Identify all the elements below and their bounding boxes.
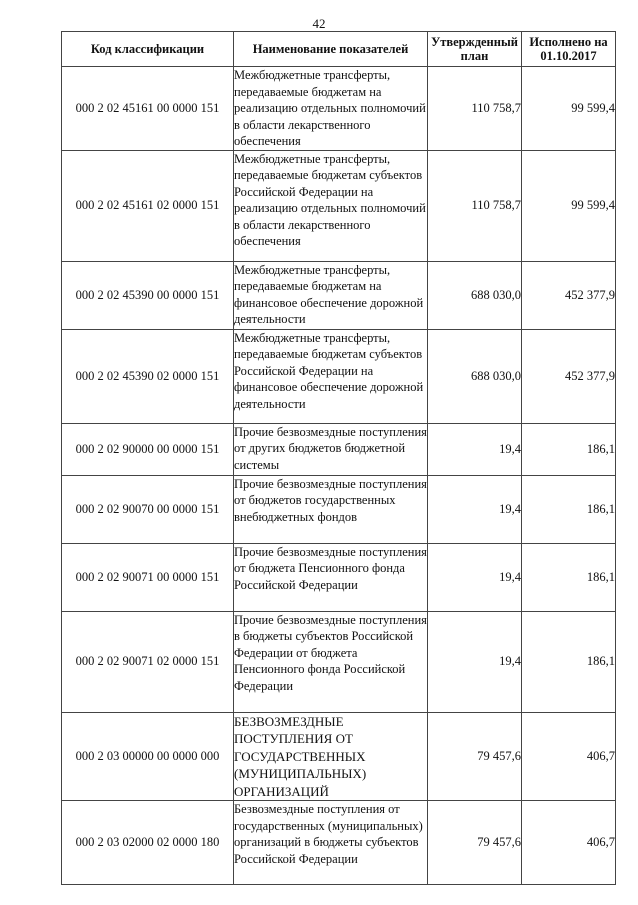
table-row <box>62 475 616 543</box>
cell-plan: 79 457,6 <box>428 712 522 801</box>
cell-name: Прочие безвозмездные поступления от бюджетов государственных внебюджетных фондов <box>234 475 428 543</box>
cell-plan: 688 030,0 <box>428 261 522 329</box>
cell-code: 000 2 02 90071 00 0000 151 <box>62 543 234 611</box>
cell-name: Межбюджетные трансферты, передаваемые бюджетам субъектов Российской Федерации на финансовое обеспечение дорожной деятельности <box>234 329 428 423</box>
cell-done: 452 377,9 <box>522 329 616 423</box>
cell-done: 186,1 <box>522 475 616 543</box>
cell-plan: 688 030,0 <box>428 329 522 423</box>
cell-code: 000 2 02 45390 00 0000 151 <box>62 261 234 329</box>
cell-plan: 110 758,7 <box>428 67 522 151</box>
cell-done: 186,1 <box>522 543 616 611</box>
cell-name: Безвозмездные поступления от государственных (муниципальных) организаций в бюджеты субъектов Российской Федерации <box>234 801 428 885</box>
cell-done: 186,1 <box>522 611 616 712</box>
cell-code: 000 2 02 45161 02 0000 151 <box>62 150 234 261</box>
cell-code: 000 2 02 45390 02 0000 151 <box>62 329 234 423</box>
cell-name: Межбюджетные трансферты, передаваемые бюджетам на реализацию отдельных полномочий в области лекарственного обеспечения <box>234 68 426 148</box>
table-row <box>62 150 616 261</box>
cell-name: Межбюджетные трансферты, передаваемые бюджетам на финансовое обеспечение дорожной деятельности <box>234 261 428 329</box>
cell-plan: 110 758,7 <box>428 150 522 261</box>
cell-code: 000 2 02 90071 02 0000 151 <box>62 611 234 712</box>
header-done-line1: Исполнено на <box>529 35 608 49</box>
page-number: 42 <box>312 16 326 31</box>
cell-code: 000 2 02 45161 00 0000 151 <box>62 67 234 151</box>
cell-done: 406,7 <box>522 801 616 885</box>
cell-plan: 19,4 <box>428 423 522 475</box>
cell-done: 99 599,4 <box>522 150 616 261</box>
table-row <box>62 543 616 611</box>
cell-name: Межбюджетные трансферты, передаваемые бюджетам субъектов Российской Федерации на реализацию отдельных полномочий в области лекарственного обеспечения <box>234 150 428 261</box>
table-row <box>62 261 616 329</box>
cell-name: Прочие безвозмездные поступления в бюджеты субъектов Российской Федерации от бюджета Пенсионного фонда Российской Федерации <box>234 611 428 712</box>
header-done <box>522 32 616 67</box>
table-header-row <box>62 32 616 67</box>
cell-plan: 19,4 <box>428 475 522 543</box>
budget-table <box>61 31 616 885</box>
cell-name: БЕЗВОЗМЕЗДНЫЕ ПОСТУПЛЕНИЯ ОТ ГОСУДАРСТВЕННЫХ (МУНИЦИПАЛЬНЫХ) ОРГАНИЗАЦИЙ <box>234 712 428 801</box>
table-row <box>62 329 616 423</box>
cell-plan: 19,4 <box>428 543 522 611</box>
header-plan: Утвержденный план <box>428 32 522 67</box>
cell-code: 000 2 03 02000 02 0000 180 <box>62 801 234 885</box>
table-row <box>62 712 616 801</box>
table-row <box>62 67 616 151</box>
cell-plan: 19,4 <box>428 611 522 712</box>
cell-code: 000 2 02 90000 00 0000 151 <box>62 423 234 475</box>
header-name: Наименование показателей <box>234 32 428 67</box>
cell-code: 000 2 03 00000 00 0000 000 <box>62 712 234 801</box>
table-row <box>62 801 616 885</box>
cell-done: 406,7 <box>522 712 616 801</box>
header-code: Код классификации <box>62 32 234 67</box>
cell-name: Прочие безвозмездные поступления от других бюджетов бюджетной системы <box>234 423 428 475</box>
table-row <box>62 611 616 712</box>
cell-plan: 79 457,6 <box>428 801 522 885</box>
cell-done: 186,1 <box>522 423 616 475</box>
table-row <box>62 423 616 475</box>
cell-done: 452 377,9 <box>522 261 616 329</box>
cell-code: 000 2 02 90070 00 0000 151 <box>62 475 234 543</box>
cell-name: Прочие безвозмездные поступления от бюджета Пенсионного фонда Российской Федерации <box>234 543 428 611</box>
header-done-line2: 01.10.2017 <box>540 49 597 63</box>
cell-done: 99 599,4 <box>522 67 616 151</box>
